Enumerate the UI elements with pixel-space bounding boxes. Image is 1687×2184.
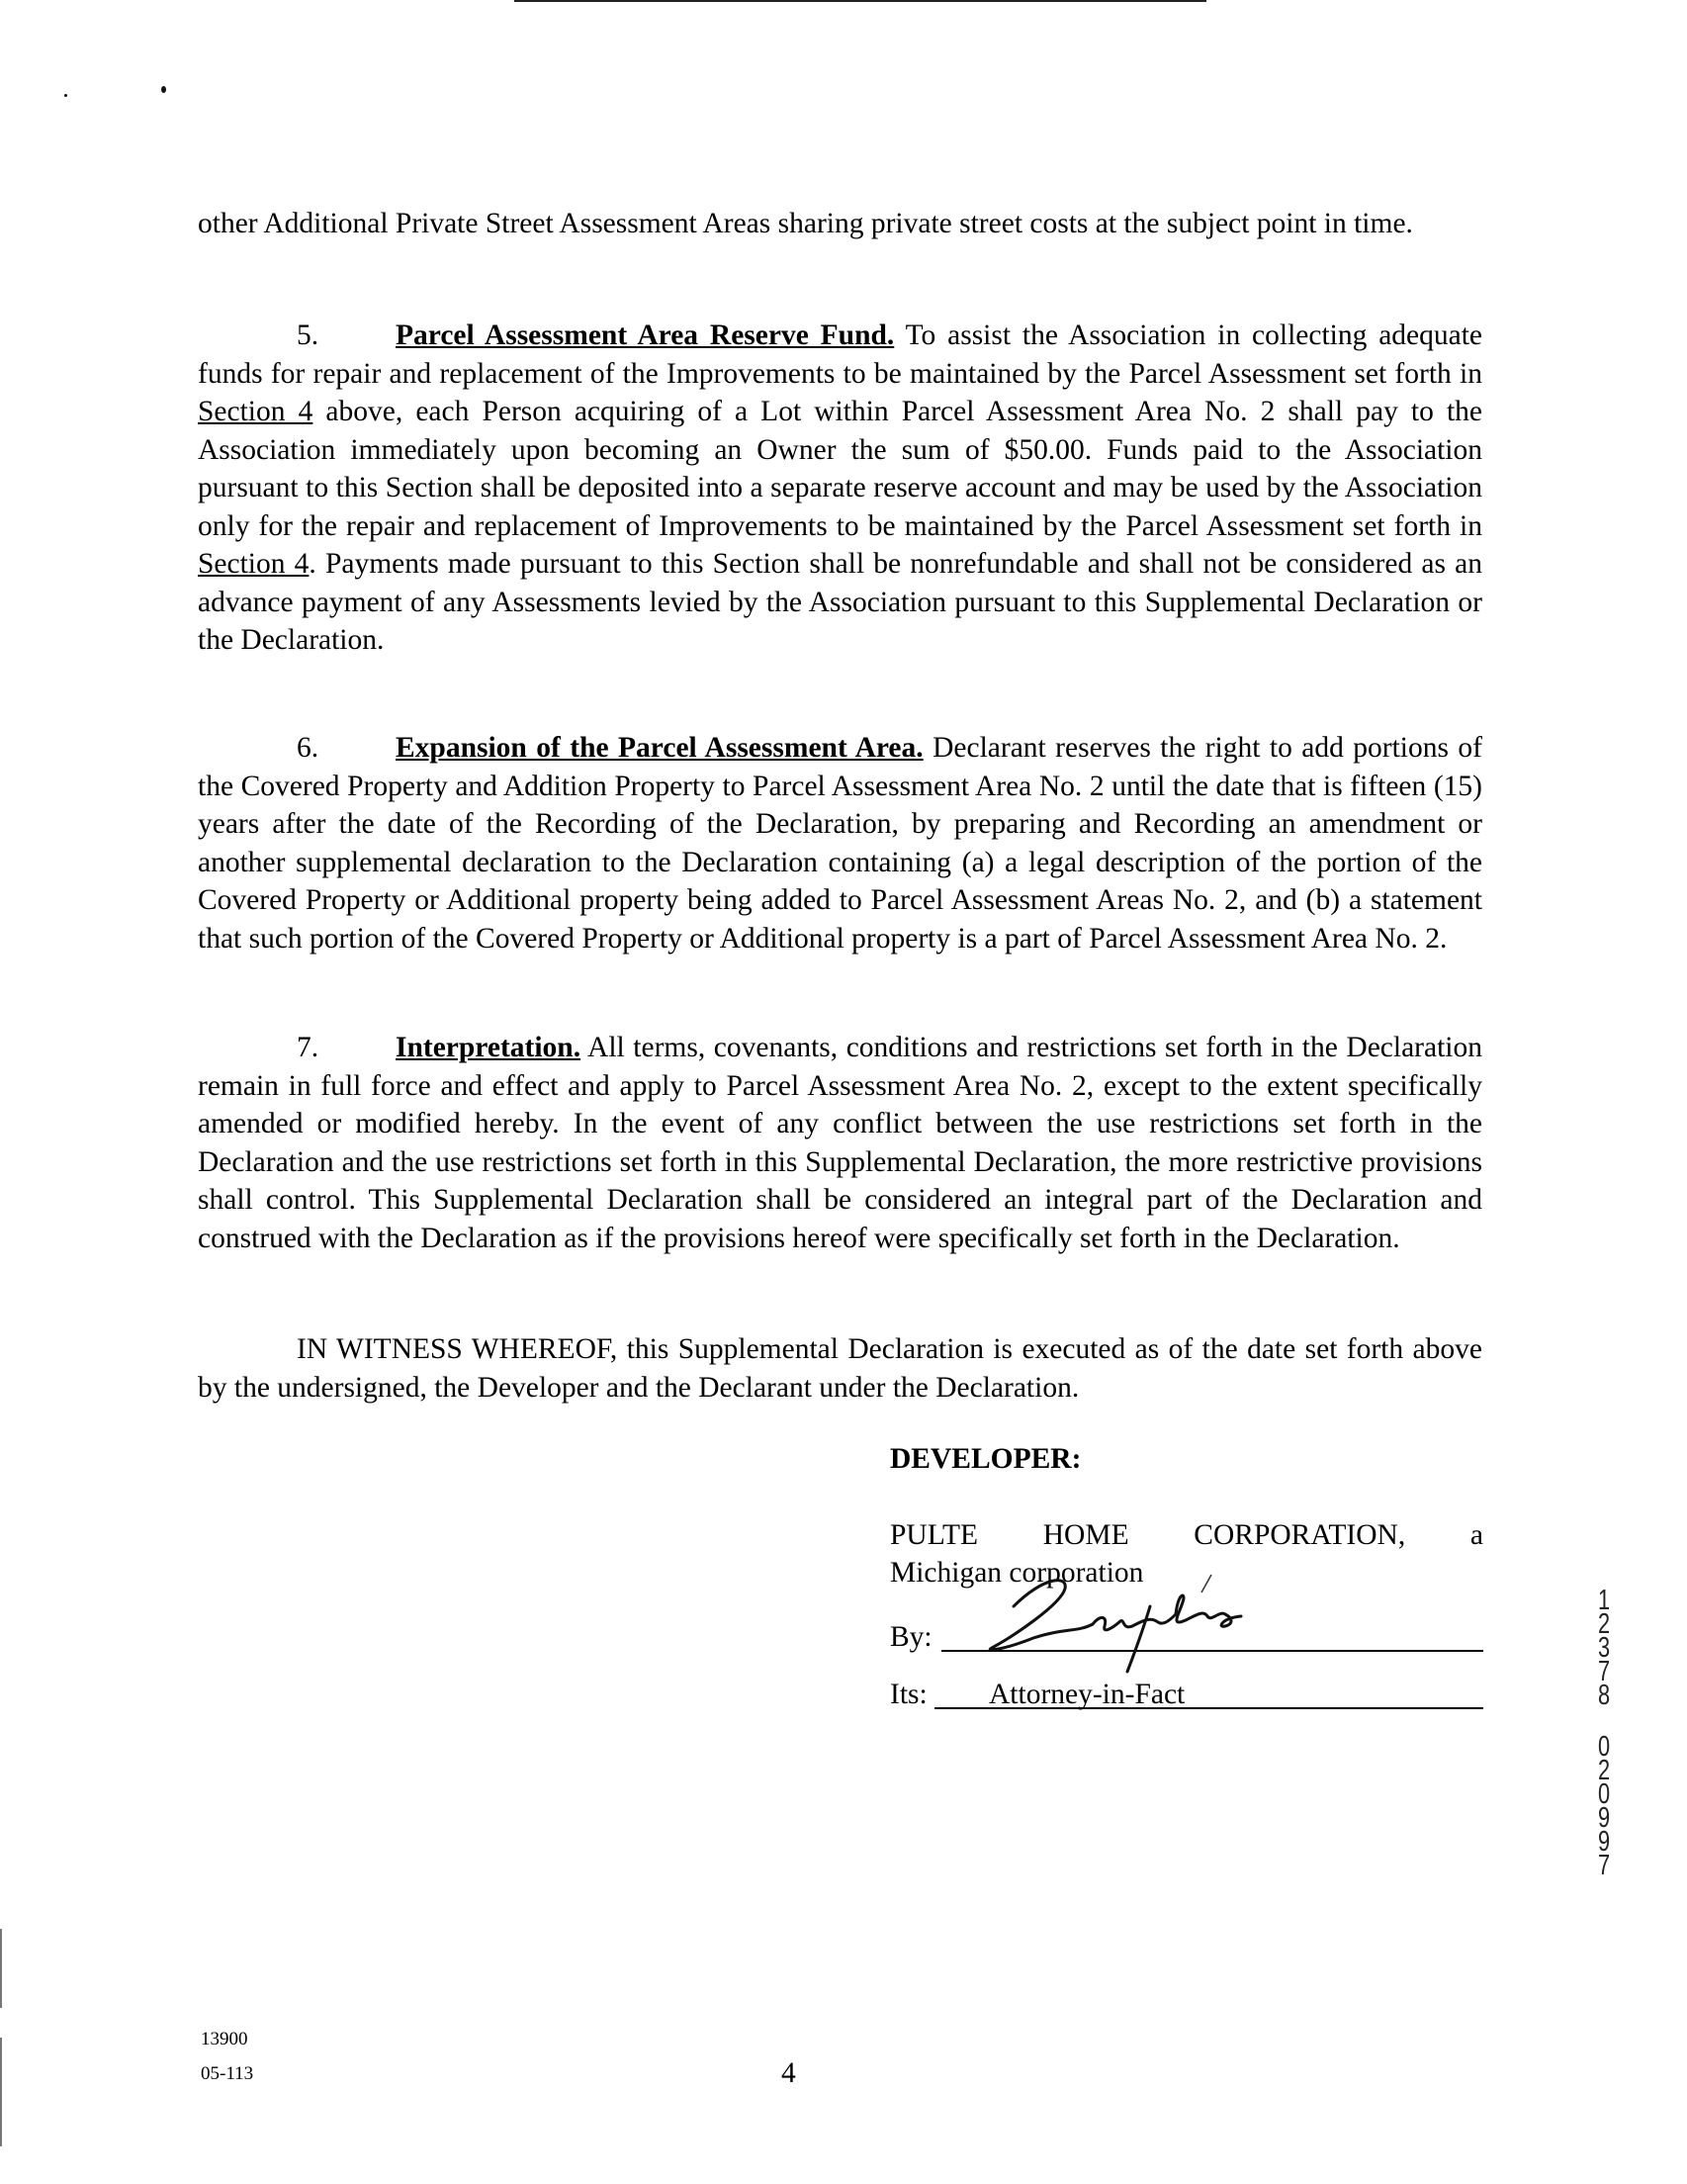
handwritten-signature — [974, 1567, 1271, 1676]
section-number: 5. — [297, 319, 319, 351]
scan-speck — [161, 86, 166, 93]
section-reference: Section 4 — [198, 396, 313, 427]
witness-paragraph — [198, 1330, 1482, 1407]
paragraph-text: . Payments made pursuant to this Section shall be nonrefundable and shall not be considered as an advance payment of any Assessments levied by the Association pursuant to this Supplemental Declaration or the Declaration. — [198, 548, 1482, 656]
section-heading: Interpretation. — [396, 1032, 581, 1063]
company-name-line — [890, 1516, 1483, 1555]
recording-digit: 7 — [1597, 1656, 1611, 1687]
recording-digit: 7 — [1597, 1850, 1611, 1881]
document-code: 05-113 — [201, 2063, 254, 2084]
recording-digit: 0 — [1597, 1731, 1611, 1763]
paragraph-text: IN WITNESS WHEREOF, this Supplemental Declaration is executed as of the date set forth above by the undersigned, the Developer and the Declarant under the Declaration. — [198, 1333, 1482, 1404]
paragraph-text: All terms, covenants, conditions and restrictions set forth in the Declaration remain in full force and effect and apply to Parcel Assessment Area No. 2, except to the extent specifically amended or modified hereby. In the event of any conflict between the use restrictions set forth in the Declaration and the use restrictions set forth in this Supplemental Declaration, the more restrictive provisions shall control. This Supplemental Declaration shall be considered an integral part of the Declaration and construed with the Declaration as if the provisions hereof were specifically set forth in the Declaration. — [198, 1032, 1482, 1254]
recording-digit: 2 — [1597, 1755, 1611, 1786]
company-name-word: a — [1469, 1519, 1483, 1551]
by-row — [890, 1618, 1483, 1678]
developer-label: DEVELOPER: — [890, 1443, 1082, 1475]
section-number: 7. — [297, 1032, 319, 1063]
recording-digit: 1 — [1597, 1585, 1611, 1616]
scan-top-border — [514, 0, 1206, 2]
company-name-word: CORPORATION, — [1194, 1519, 1406, 1551]
section-6-paragraph — [198, 729, 1482, 957]
company-type: Michigan corporation — [890, 1557, 1144, 1589]
company-name-word: PULTE — [890, 1519, 979, 1551]
scan-edge-mark — [0, 1929, 2, 2008]
section-7-paragraph — [198, 1029, 1482, 1257]
scan-edge-mark — [0, 2038, 2, 2146]
page-number: 4 — [781, 2057, 796, 2089]
its-label: Its: — [890, 1679, 928, 1710]
recording-digit: 9 — [1597, 1826, 1611, 1858]
paragraph-text: other Additional Private Street Assessment Areas sharing private street costs at the subject point in time. — [198, 208, 1413, 239]
company-name-word: HOME — [1042, 1519, 1129, 1551]
scan-speck — [64, 94, 67, 97]
section-5-paragraph — [198, 317, 1482, 660]
recording-digit: 3 — [1597, 1632, 1611, 1664]
paragraph-text: To assist the Association in collecting adequate funds for repair and replacement of the Improvements to be maintained by the Parcel Assessment set forth in — [198, 319, 1483, 390]
paragraph-text: Declarant reserves the right to add portions of the Covered Property and Addition Property to Parcel Assessment Area No. 2 until the date that is fifteen (15) years after the date of the Recording of the Declaration, by preparing and Recording an amendment or another supplemental declaration to the Declaration containing (a) a legal description of the portion of the Covered Property or Additional property being added to Parcel Assessment Areas No. 2, and (b) a statement that such portion of the Covered Property or Additional property is a part of Parcel Assessment Area No. 2. — [198, 732, 1482, 955]
recording-digit: 2 — [1597, 1608, 1611, 1640]
by-label: By: — [890, 1621, 932, 1653]
section-heading: Parcel Assessment Area Reserve Fund. — [396, 319, 895, 351]
signer-title: Attorney-in-Fact — [989, 1679, 1186, 1710]
recording-digit: 0 — [1597, 1778, 1611, 1810]
document-code: 13900 — [201, 2029, 248, 2049]
recording-number — [1589, 1585, 1619, 1881]
section-heading: Expansion of the Parcel Assessment Area. — [396, 732, 924, 764]
paragraph-text: above, each Person acquiring of a Lot within Parcel Assessment Area No. 2 shall pay to the Association immediately upon becoming an Owner the sum of $50.00. Funds paid to the Association pursuant to this Section shall be deposited into a separate reserve account and may be used by the Association only for the repair and replacement of Improvements to be maintained by the Parcel Assessment set forth in — [198, 396, 1482, 542]
section-number: 6. — [297, 732, 319, 764]
section-reference: Section 4 — [198, 548, 310, 580]
recording-digit: 8 — [1597, 1680, 1611, 1711]
continued-paragraph — [198, 205, 1482, 243]
recording-digit: 9 — [1597, 1802, 1611, 1834]
